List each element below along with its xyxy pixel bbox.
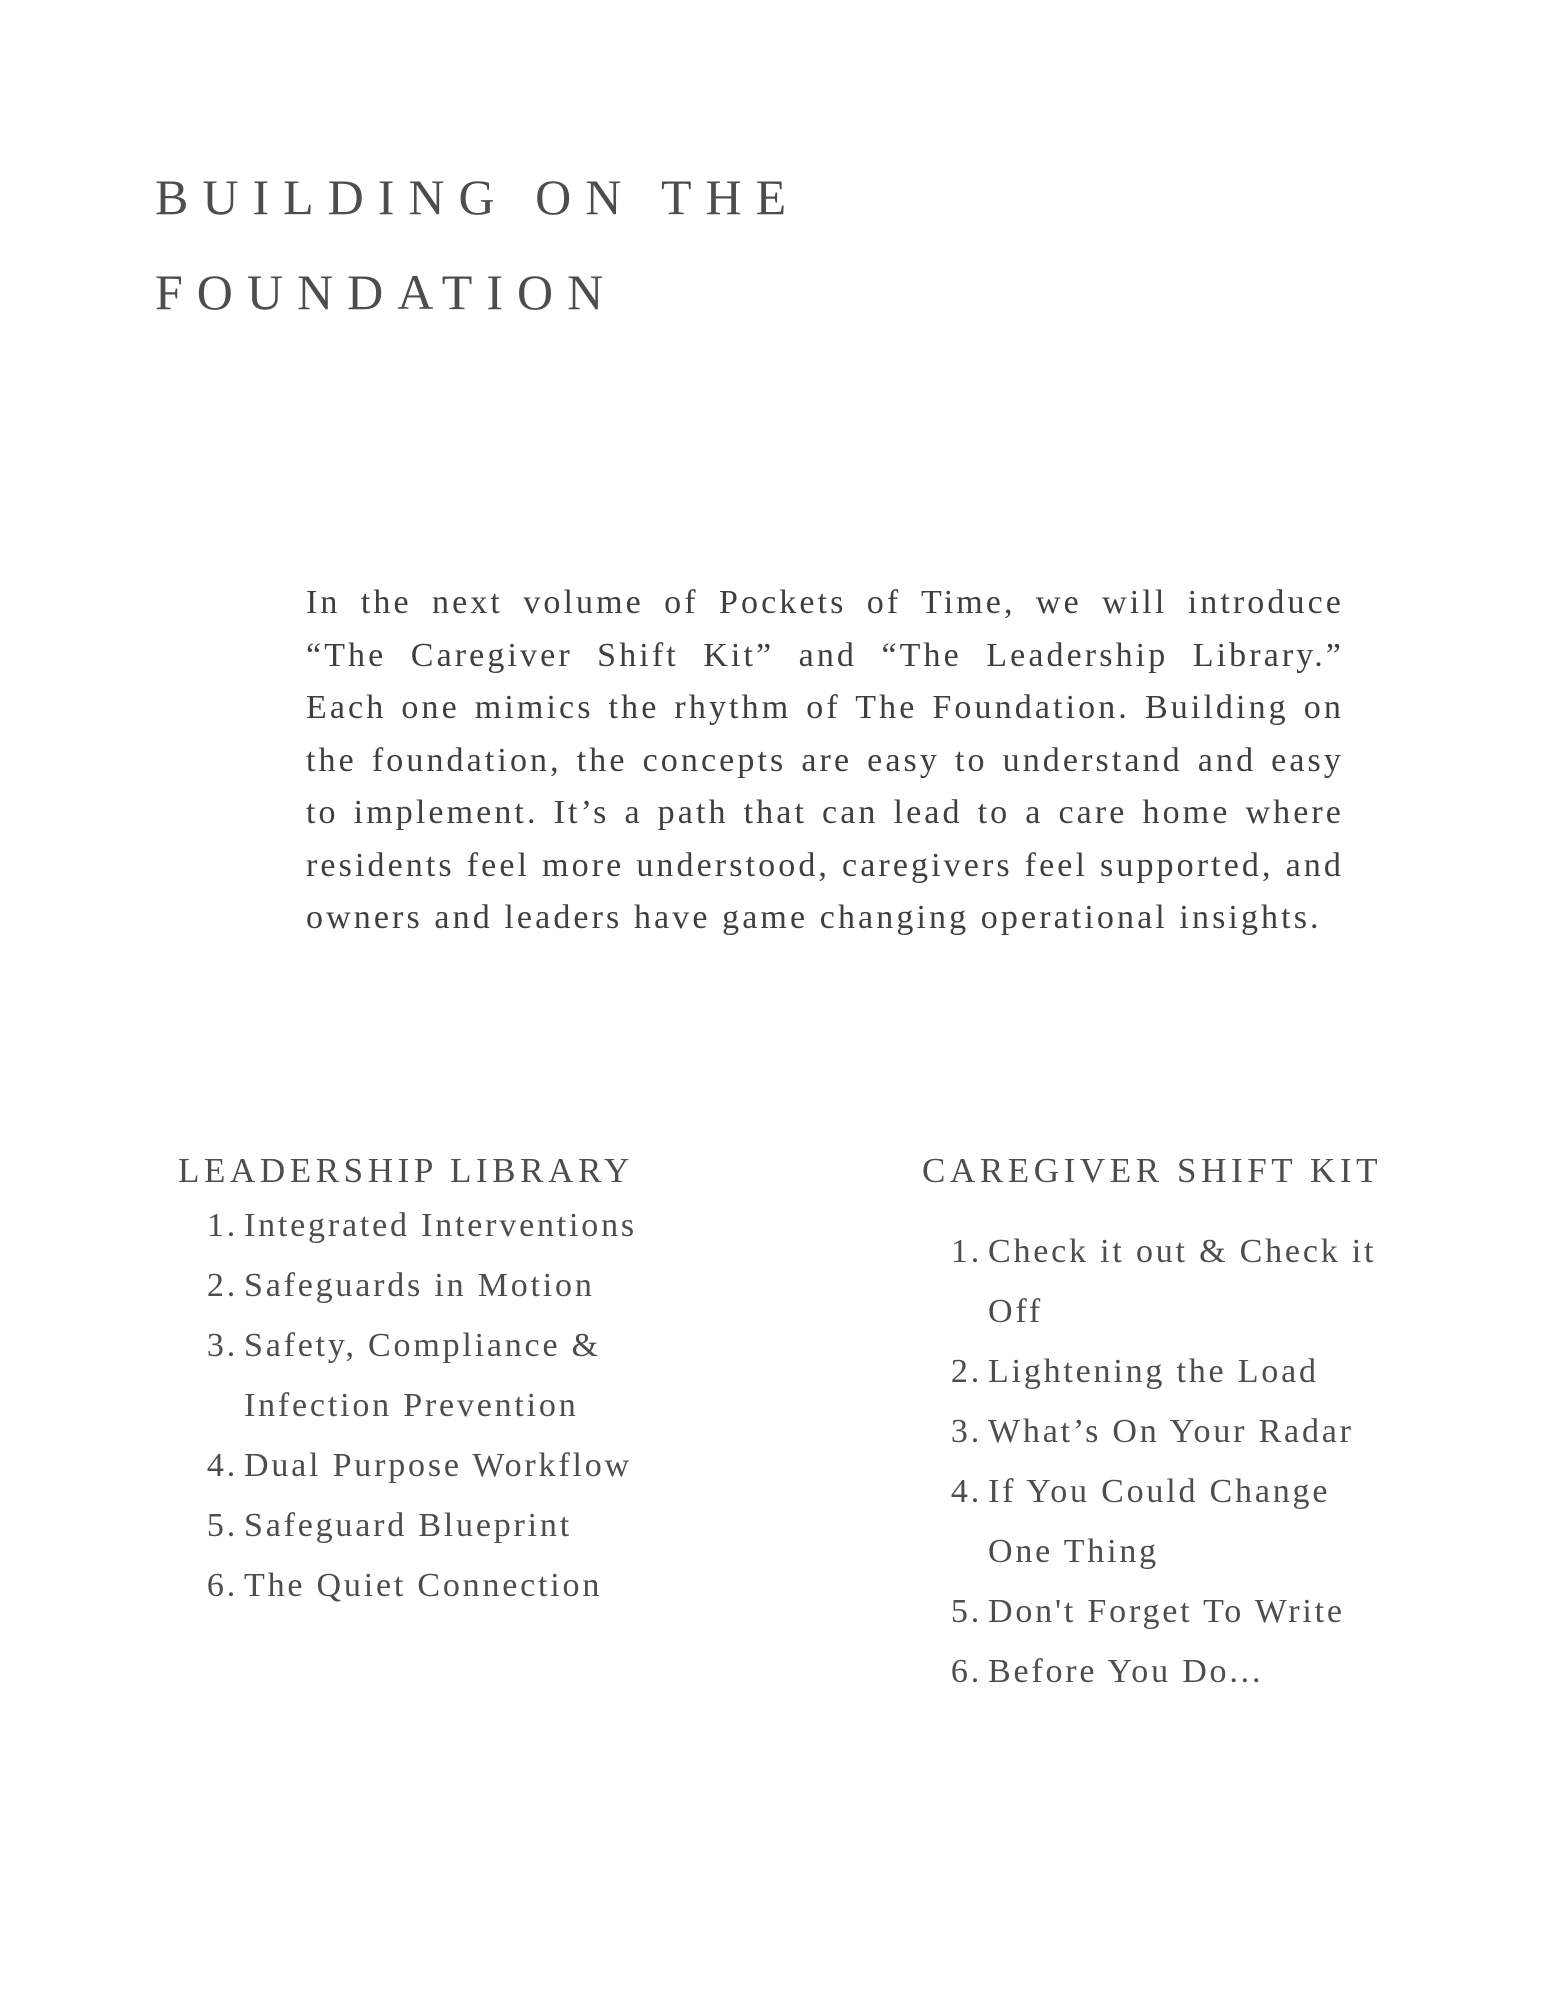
leadership-library-list (178, 1196, 738, 1616)
list-item (178, 1316, 738, 1436)
list-item-number: 4. (206, 1447, 238, 1484)
list-item-number: 6. (950, 1653, 982, 1690)
list-item-number: 2. (206, 1267, 238, 1304)
page-title (155, 150, 1055, 340)
list-item (178, 1436, 738, 1496)
list-item (178, 1556, 738, 1616)
list-item (922, 1402, 1522, 1462)
list-item-number: 3. (206, 1327, 238, 1364)
list-item-text: Safeguards in Motion (244, 1267, 595, 1304)
list-item-text: The Quiet Connection (244, 1567, 603, 1604)
list-item-number: 1. (206, 1207, 238, 1244)
list-item (178, 1196, 738, 1256)
list-item (922, 1642, 1522, 1702)
caregiver-shift-kit-heading: CAREGIVER SHIFT KIT (922, 1151, 1383, 1190)
caregiver-shift-kit-list (922, 1222, 1522, 1702)
leadership-library-section (178, 1146, 738, 1616)
list-item-text: Before You Do... (988, 1653, 1264, 1690)
list-item-text: Don't Forget To Write (988, 1593, 1345, 1630)
page-title-line-2: FOUNDATION (155, 264, 618, 320)
list-item-number: 5. (950, 1593, 982, 1630)
list-item (178, 1256, 738, 1316)
list-item-text: Safeguard Blueprint (244, 1507, 572, 1544)
leadership-library-heading: LEADERSHIP LIBRARY (178, 1151, 634, 1190)
list-item-text: Safety, Compliance & Infection Prevention (244, 1327, 601, 1424)
list-item-text: If You Could Change One Thing (988, 1473, 1331, 1570)
list-item-number: 2. (950, 1353, 982, 1390)
list-item-number: 3. (950, 1413, 982, 1450)
list-item-text: What’s On Your Radar (988, 1413, 1354, 1450)
list-item-number: 4. (950, 1473, 982, 1510)
list-item-number: 6. (206, 1567, 238, 1604)
list-item-text: Integrated Interventions (244, 1207, 637, 1244)
page-title-line-1: BUILDING ON THE (155, 169, 801, 225)
list-item (922, 1582, 1522, 1642)
list-item-number: 1. (950, 1233, 982, 1270)
list-item (922, 1462, 1522, 1582)
list-item-number: 5. (206, 1507, 238, 1544)
caregiver-shift-kit-section (922, 1146, 1522, 1702)
intro-paragraph: In the next volume of Pockets of Time, we will introduce “The Caregiver Shift Kit” and “The Leadership Library.” Each one mimics the rhythm of The Foundation. Building on the foundation, the concepts are easy to understand and easy to implement. It’s a path that can lead to a care home where residents feel more understood, caregivers feel supported, and owners and leaders have game changing operational insights. (306, 584, 1344, 936)
list-item (922, 1342, 1522, 1402)
list-item (178, 1496, 738, 1556)
list-item (922, 1222, 1522, 1342)
list-item-text: Dual Purpose Workflow (244, 1447, 632, 1484)
list-item-text: Check it out & Check it Off (988, 1233, 1377, 1330)
list-item-text: Lightening the Load (988, 1353, 1319, 1390)
